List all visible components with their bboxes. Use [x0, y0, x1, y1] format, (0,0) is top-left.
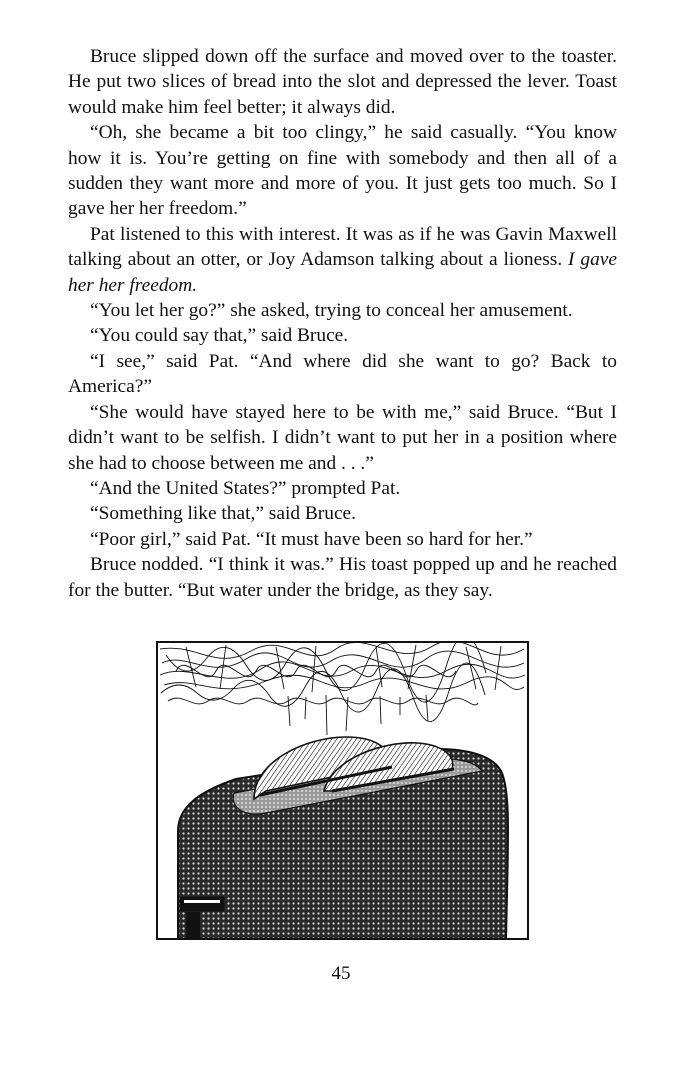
paragraph: “She would have stayed here to be with me,” said Bruce. “But I didn’t want to be selfish. I didn’t want to put her in a position where she had to choose between me and . . .” — [68, 401, 617, 474]
page-number: 45 — [331, 963, 351, 984]
paragraph: Bruce nodded. “I think it was.” His toast popped up and he reached for the butter. “But water under the bridge, as they say. — [68, 554, 617, 601]
paragraph: “I see,” said Pat. “And where did she want to go? Back to America?” — [68, 350, 617, 398]
paragraph — [68, 222, 617, 298]
paragraph-text: Pat listened to this with interest. It was as if he was Gavin Maxwell talking about an otter, or Joy Adamson talking about a lioness. — [68, 223, 617, 271]
paragraph: “Something like that,” said Bruce. — [90, 503, 357, 525]
paragraph: “You could say that,” said Bruce. — [90, 325, 349, 347]
toaster-illustration — [156, 641, 529, 940]
toaster-drawing — [156, 641, 529, 940]
paragraph: “And the United States?” prompted Pat. — [90, 477, 401, 499]
paragraph: “Oh, she became a bit too clingy,” he said casually. “You know how it is. You’re getting on fine with somebody and then all of a sudden they want more and more of you. It just gets too much. So I gave her her freedom.” — [68, 122, 617, 220]
italic-quote: I gave her her freedom. — [68, 249, 617, 296]
paragraph: Bruce slipped down off the surface and moved over to the toaster. He put two slices of bread into the slot and depressed the lever. Toast would make him feel better; it always did. — [68, 46, 617, 118]
body-text — [68, 44, 617, 603]
paragraph: “Poor girl,” said Pat. “It must have been so hard for her.” — [90, 528, 533, 550]
paragraph: “You let her go?” she asked, trying to conceal her amusement. — [90, 300, 573, 322]
